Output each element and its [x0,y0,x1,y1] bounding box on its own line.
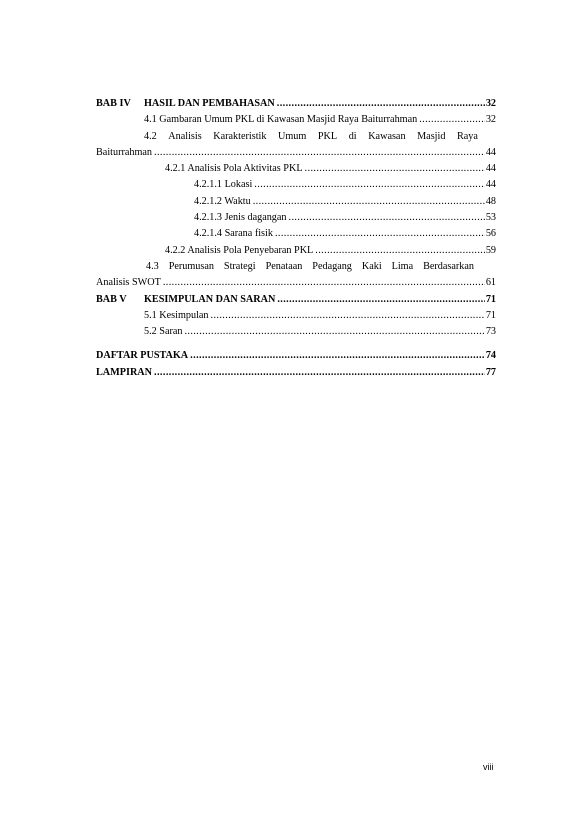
entry-label: Analisis SWOT [96,277,161,289]
dot-leader [190,348,485,364]
entry-label: LAMPIRAN [96,366,153,378]
dot-leader [154,365,485,381]
chapter-title: HASIL DAN PEMBAHASAN [144,98,275,109]
dot-leader [275,226,485,242]
toc-entry-4-2-2[interactable] [96,243,496,259]
chapter-number: BAB IV [96,98,131,109]
dot-leader [163,275,485,291]
page-ref: 48 [485,195,496,207]
entry-label: 4.2.1.3 Jenis dagangan [194,212,287,224]
page-ref: 32 [485,98,496,109]
entry-label: 5.1 Kesimpulan [144,309,209,321]
entry-word: 4.2 [144,130,157,142]
entry-word: PKL [317,130,338,142]
dot-leader [154,145,485,161]
dot-leader [254,177,485,193]
toc-entry-4-2-1-2[interactable] [96,194,496,210]
dot-leader [289,210,485,226]
page-number: viii [483,762,494,772]
entry-word: Raya [456,130,478,142]
toc-entry-bab-4[interactable] [96,96,496,112]
chapter-title: KESIMPULAN DAN SARAN [144,293,276,305]
entry-word: Masjid [417,130,446,142]
page-ref: 56 [485,228,496,240]
entry-label: DAFTAR PUSTAKA [96,350,189,362]
entry-word: Kaki [361,260,382,272]
entry-word: Perumusan [168,260,214,272]
toc-entry-4-2-1-4[interactable] [96,226,496,242]
page-ref: 32 [485,114,496,126]
dot-leader [211,308,485,324]
entry-label: 4.2.1.2 Waktu [194,195,251,207]
entry-word: Strategi [223,260,256,272]
page-ref: 77 [485,366,496,378]
toc-entry-4-2-line2[interactable] [96,145,496,161]
dot-leader [277,292,484,308]
page-ref: 44 [485,179,496,191]
page-ref: 44 [485,163,496,175]
entry-label: 5.2 Saran [144,326,183,338]
toc-entry-lampiran[interactable] [96,365,496,381]
page-ref: 71 [485,293,496,305]
toc-entry-4-2-1-1[interactable] [96,177,496,193]
table-of-contents [96,96,496,381]
entry-word: Karakteristik [213,130,267,142]
entry-word: Umum [278,130,307,142]
dot-leader [315,243,485,259]
page-ref: 71 [485,309,496,321]
entry-word: Penataan [265,260,303,272]
entry-word: Kawasan [368,130,406,142]
toc-entry-4-2-line1[interactable] [96,129,496,145]
entry-label: 4.2.2 Analisis Pola Penyebaran PKL [165,244,314,256]
entry-label: 4.2.1.1 Lokasi [194,179,253,191]
dot-leader [184,324,484,340]
page-ref: 53 [485,212,496,224]
page-ref: 44 [485,146,496,158]
spacer [96,340,496,348]
dot-leader [419,112,485,128]
toc-entry-4-2-1-3[interactable] [96,210,496,226]
toc-entry-5-1[interactable] [96,308,496,324]
toc-entry-4-3-line1[interactable] [96,259,496,275]
entry-word: Pedagang [312,260,352,272]
dot-leader [305,161,485,177]
toc-entry-4-3-line2[interactable] [96,275,496,291]
chapter-number: BAB V [96,293,127,305]
toc-entry-5-2[interactable] [96,324,496,340]
entry-word: Berdasarkan [423,260,474,272]
dot-leader [277,96,485,112]
entry-word: Analisis [168,130,202,142]
toc-entry-daftar-pustaka[interactable] [96,348,496,364]
toc-entry-bab-5[interactable] [96,292,496,308]
entry-label: 4.2.1.4 Sarana fisik [194,228,273,240]
entry-word: Lima [391,260,414,272]
entry-label: 4.2.1 Analisis Pola Aktivitas PKL [165,163,303,175]
page-ref: 73 [485,326,496,338]
entry-word: 4.3 [146,260,159,272]
page-ref: 61 [485,277,496,289]
toc-entry-4-1[interactable] [96,112,496,128]
dot-leader [253,194,485,210]
entry-label: Baiturrahman [96,146,153,158]
entry-label: 4.1 Gambaran Umum PKL di Kawasan Masjid Raya Baiturrahman [144,114,418,126]
entry-word: di [348,130,357,142]
page-ref: 59 [485,244,496,256]
toc-entry-4-2-1[interactable] [96,161,496,177]
page-ref: 74 [485,350,496,362]
